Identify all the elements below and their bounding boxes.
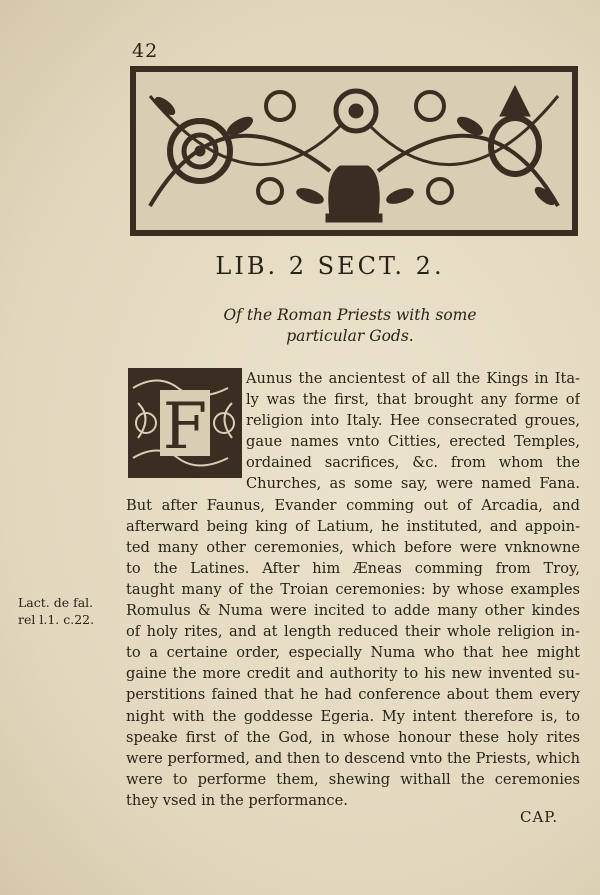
- section-heading: LIB. 2 SECT. 2.: [215, 252, 445, 280]
- text-line: were to performe them, shewing withall the ceremonies: [126, 770, 580, 788]
- text-line: to a certaine order, especially Numa who that hee might: [126, 644, 580, 662]
- text-line: Romulus & Numa were incited to adde many other kindes: [126, 602, 580, 620]
- text-line: ted many other ceremonies, which before were vnknowne: [126, 538, 580, 556]
- catchword: CAP.: [520, 808, 559, 826]
- text-line: night with the goddesse Egeria. My intent therefore is, to: [126, 707, 580, 725]
- svg-text:F: F: [162, 390, 208, 464]
- text-line: ordained sacrifices, &c. from whom the: [246, 454, 580, 472]
- text-line: perstitions fained that he had conference about them every: [126, 686, 580, 704]
- text-line: afterward being king of Latium, he instituted, and appoin-: [126, 517, 580, 535]
- margin-note-line: Lact. de fal.: [18, 595, 94, 610]
- body-text: [126, 368, 580, 811]
- text-line: ly was the first, that brought any forme of: [246, 391, 580, 409]
- text-line: they vsed in the performance.: [126, 791, 348, 809]
- floral-headpiece-ornament: [130, 66, 578, 236]
- text-line: to the Latines. After him Æneas comming from Troy,: [126, 559, 580, 577]
- page-number: 42: [132, 40, 159, 62]
- text-line: of holy rites, and at length reduced their whole religion in-: [126, 623, 580, 641]
- margin-note-line: rel l.1. c.22.: [18, 612, 95, 627]
- text-line: But after Faunus, Evander comming out of Arcadia, and: [126, 496, 580, 514]
- subtitle-line: Of the Roman Priests with some: [223, 306, 477, 324]
- margin-note: [18, 594, 118, 628]
- text-line: were performed, and then to descend vnto the Priests, which: [126, 749, 580, 767]
- text-line: gaine the more credit and authority to his new invented su-: [126, 665, 580, 683]
- text-line: Aunus the ancientest of all the Kings in Ita-: [246, 370, 580, 387]
- text-line: speake first of the God, in whose honour these holy rites: [126, 728, 580, 746]
- section-subtitle: [170, 303, 530, 345]
- subtitle-line: particular Gods.: [286, 327, 414, 346]
- text-line: religion into Italy. Hee consecrated groues,: [246, 412, 580, 430]
- text-line: gaue names vnto Citties, erected Temples,: [246, 433, 580, 451]
- text-line: taught many of the Troian ceremonies: by whose examples: [126, 580, 580, 598]
- text-line: Churches, as some say, were named Fana.: [246, 475, 580, 493]
